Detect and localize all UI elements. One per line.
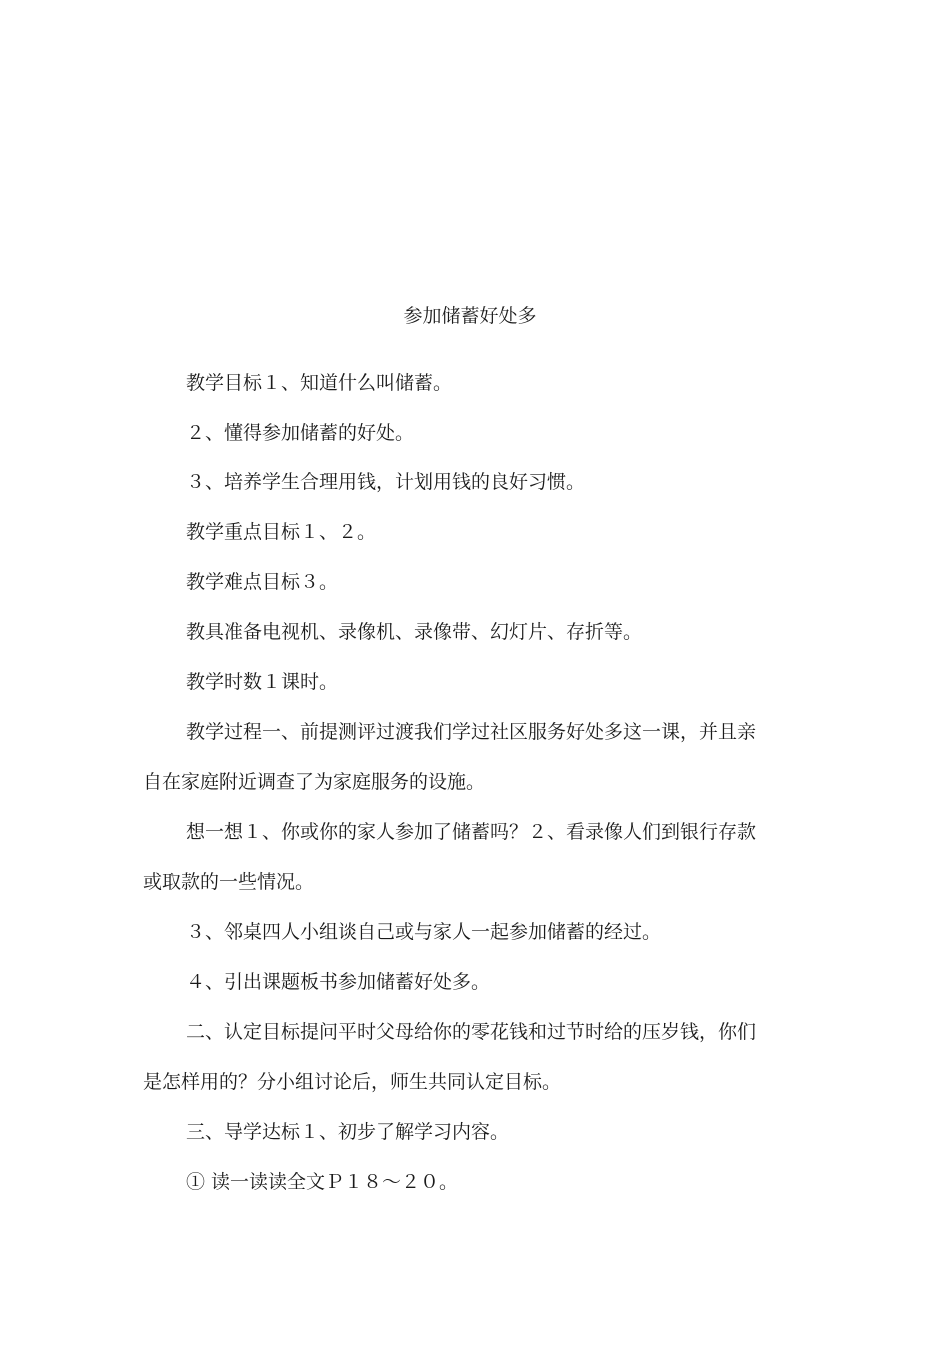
paragraph-line: ２、懂得参加储蓄的好处。 xyxy=(186,422,415,444)
paragraph-line: 教具准备电视机、录像机、录像带、幻灯片、存折等。 xyxy=(186,621,643,643)
paragraph-line: ３、培养学生合理用钱，计划用钱的良好习惯。 xyxy=(186,471,586,493)
paragraph-line: 二、认定目标提问平时父母给你的零花钱和过节时给的压岁钱，你们 xyxy=(186,1021,757,1043)
paragraph-line: 是怎样用的？分小组讨论后，师生共同认定目标。 xyxy=(143,1071,562,1093)
paragraph-line: ４、引出课题板书参加储蓄好处多。 xyxy=(186,971,491,993)
paragraph-line: ① 读一读读全文Ｐ１８～２０。 xyxy=(186,1171,459,1193)
paragraph-line: ３、邻桌四人小组谈自己或与家人一起参加储蓄的经过。 xyxy=(186,921,662,943)
document-title: 参加储蓄好处多 xyxy=(403,305,537,327)
paragraph-line: 想一想１、你或你的家人参加了储蓄吗？２、看录像人们到银行存款 xyxy=(186,821,757,843)
paragraph-line: 三、导学达标１、初步了解学习内容。 xyxy=(186,1121,510,1143)
paragraph-line: 教学时数１课时。 xyxy=(186,671,339,693)
paragraph-line: 教学目标１、知道什么叫储蓄。 xyxy=(186,372,453,394)
paragraph-line: 教学难点目标３。 xyxy=(186,571,339,593)
paragraph-line: 教学重点目标１、２。 xyxy=(186,521,377,543)
paragraph-line: 自在家庭附近调查了为家庭服务的设施。 xyxy=(143,771,486,793)
paragraph-line: 或取款的一些情况。 xyxy=(143,871,315,893)
paragraph-line: 教学过程一、前提测评过渡我们学过社区服务好处多这一课，并且亲 xyxy=(186,721,757,743)
